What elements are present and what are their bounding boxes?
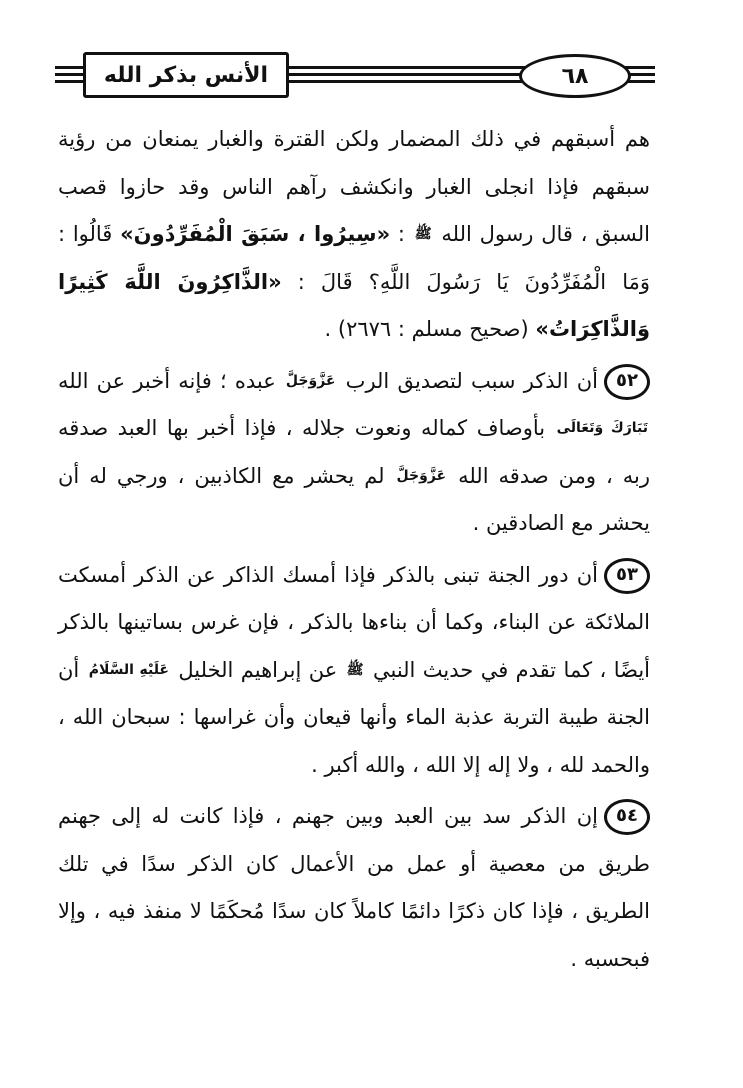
text-run: قَالُوا : وَمَا الْمُفَرِّدُونَ يَا رَسُولَ اللَّهِ؟ قَالَ :	[58, 222, 650, 294]
text-run: لم يحشر مع الكاذبين ، ورجي له أن يحشر مع الصادقين .	[58, 463, 650, 535]
item-number-badge: ٥٢	[604, 364, 650, 400]
item-number-badge: ٥٣	[604, 558, 650, 594]
paragraph-intro	[58, 116, 650, 354]
body-text	[58, 116, 650, 983]
honorific: عَزَّوَجَلَّ	[396, 467, 447, 484]
honorific: تَبَارَكَ وَتَعَالَى	[556, 420, 648, 436]
text-run: أن الجنة طيبة التربة عذبة الماء وأنها قيعان وأن غراسها : سبحان الله ، والحمد لله ، ولا إله إلا الله ، والله أكبر .	[58, 657, 650, 777]
text-run: عن إبراهيم الخليل	[170, 657, 345, 682]
text-run: :	[390, 222, 413, 246]
honorific: عَزَّوَجَلَّ	[285, 372, 336, 389]
text-run: أن دور الجنة تبنى بالذكر فإذا أمسك الذاكر عن الذكر أمسكت الملائكة عن البناء، وكما أن بناءها بالذكر ، فإن غرس بساتينها بالذكر أيضًا ، كما تقدم في حديث النبي	[58, 562, 650, 682]
paragraph-53	[58, 552, 650, 790]
citation: (صحيح مسلم : ٢٦٧٦) .	[324, 317, 536, 341]
paragraph-52	[58, 358, 650, 548]
text-run: إن الذكر سد بين العبد وبين جهنم ، فإذا كانت له إلى جهنم طريق من معصية أو عمل من الأعمال كان الذكر سدًا في تلك الطريق ، فإذا كان ذكرًا دائمًا كاملاً كان سدًا مُحكَمًا لا منفذ فيه ، وإلا فبحسبه .	[58, 804, 650, 971]
text-run: عبده ؛ فإنه أخبر عن الله	[58, 368, 284, 393]
item-number-badge: ٥٤	[604, 799, 650, 835]
honorific: ﷺ	[414, 226, 432, 242]
honorific: عَلَيْهِ السَّلَامُ	[88, 661, 169, 678]
text-run: هم أسبقهم في ذلك المضمار ولكن القترة والغبار يمنعان من رؤية سبقهم فإذا انجلى الغبار وانكشف رآهم الناس وقد حازوا قصب السبق ، قال رسول الله	[58, 127, 650, 246]
page-number: ٦٨	[519, 54, 631, 98]
text-run: بأوصاف كماله ونعوت جلاله ، فإذا أخبر بها العبد صدقه ربه ، ومن صدقه الله	[58, 416, 650, 488]
page-header	[55, 52, 655, 98]
text-run: أن الذكر سبب لتصديق الرب	[337, 368, 598, 393]
running-title: الأنس بذكر الله	[83, 52, 289, 98]
hadith-quote: «الذَّاكِرُونَ اللَّهَ كَثِيرًا وَالذَّاكِرَاتُ»	[58, 269, 650, 341]
paragraph-54	[58, 793, 650, 983]
hadith-quote: «سِيرُوا ، سَبَقَ الْمُفَرِّدُونَ»	[120, 222, 391, 246]
honorific: ﷺ	[346, 661, 364, 678]
